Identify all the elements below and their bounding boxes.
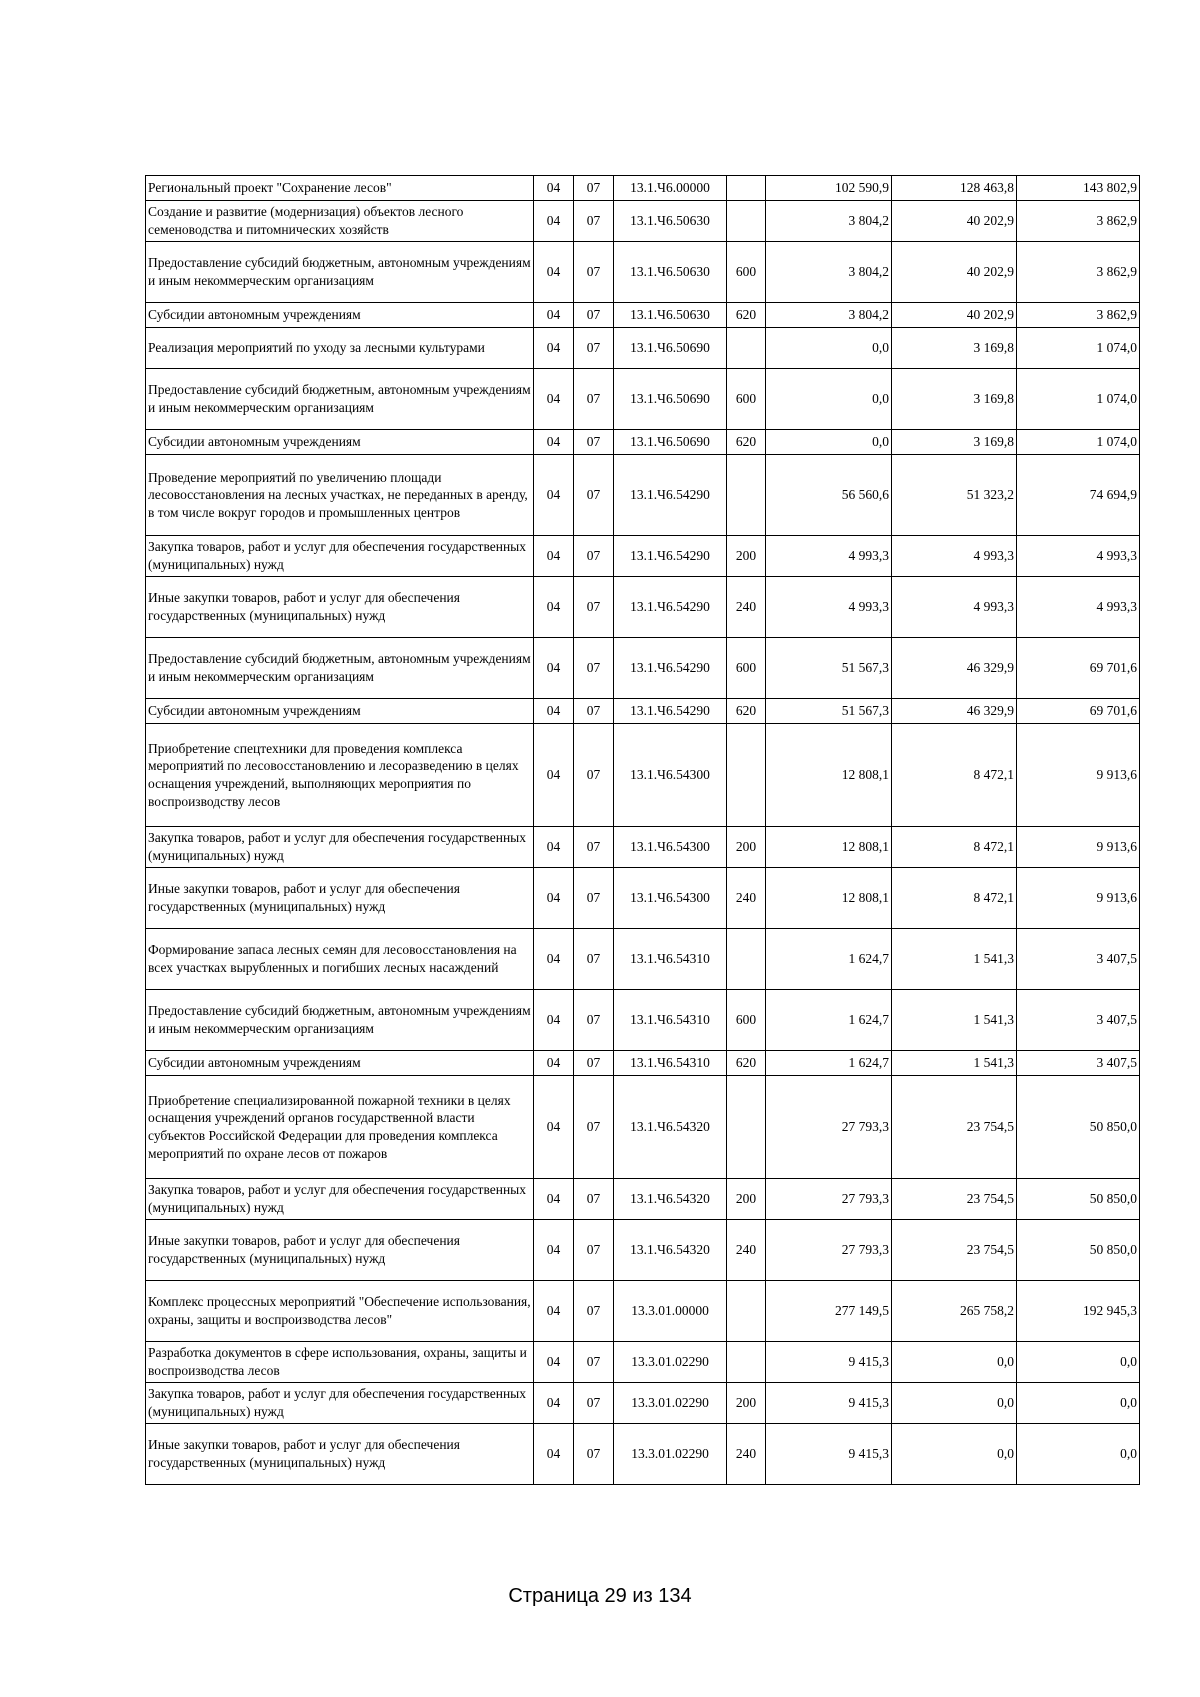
amount-year-1: 4 993,3 <box>766 577 892 638</box>
amount-year-2: 1 541,3 <box>892 929 1017 990</box>
amount-year-1: 1 624,7 <box>766 929 892 990</box>
item-name: Закупка товаров, работ и услуг для обеспечения государственных (муниципальных) нужд <box>146 1383 534 1424</box>
table-row <box>146 1383 1140 1424</box>
section-code: 04 <box>534 328 574 369</box>
target-article-code: 13.1.Ч6.54300 <box>614 868 727 929</box>
target-article-code: 13.1.Ч6.50630 <box>614 303 727 328</box>
amount-year-3: 69 701,6 <box>1017 638 1140 699</box>
amount-year-1: 12 808,1 <box>766 724 892 827</box>
item-name: Приобретение специализированной пожарной техники в целях оснащения учреждений органов государственной власти субъектов Российской Федерации для проведения комплекса мероприятий по охране лесов от пожаров <box>146 1076 534 1179</box>
amount-year-1: 27 793,3 <box>766 1220 892 1281</box>
subsection-code: 07 <box>574 455 614 536</box>
table-row <box>146 724 1140 827</box>
table-row <box>146 1051 1140 1076</box>
amount-year-1: 3 804,2 <box>766 242 892 303</box>
expense-type-code <box>727 1342 766 1383</box>
table-row <box>146 1342 1140 1383</box>
amount-year-1: 3 804,2 <box>766 201 892 242</box>
item-name: Предоставление субсидий бюджетным, автономным учреждениям и иным некоммерческим организациям <box>146 242 534 303</box>
target-article-code: 13.1.Ч6.54290 <box>614 455 727 536</box>
expense-type-code: 620 <box>727 1051 766 1076</box>
section-code: 04 <box>534 724 574 827</box>
item-name: Иные закупки товаров, работ и услуг для обеспечения государственных (муниципальных) нужд <box>146 1220 534 1281</box>
amount-year-2: 8 472,1 <box>892 827 1017 868</box>
table-row <box>146 369 1140 430</box>
amount-year-3: 3 862,9 <box>1017 242 1140 303</box>
amount-year-3: 74 694,9 <box>1017 455 1140 536</box>
item-name: Формирование запаса лесных семян для лесовосстановления на всех участках вырубленных и погибших лесных насаждений <box>146 929 534 990</box>
amount-year-2: 1 541,3 <box>892 990 1017 1051</box>
amount-year-3: 50 850,0 <box>1017 1076 1140 1179</box>
target-article-code: 13.1.Ч6.54310 <box>614 1051 727 1076</box>
budget-table <box>145 175 1140 1485</box>
subsection-code: 07 <box>574 1383 614 1424</box>
section-code: 04 <box>534 1424 574 1485</box>
table-row <box>146 827 1140 868</box>
subsection-code: 07 <box>574 1342 614 1383</box>
section-code: 04 <box>534 1076 574 1179</box>
amount-year-3: 69 701,6 <box>1017 699 1140 724</box>
amount-year-2: 3 169,8 <box>892 430 1017 455</box>
amount-year-3: 9 913,6 <box>1017 827 1140 868</box>
subsection-code: 07 <box>574 328 614 369</box>
expense-type-code: 240 <box>727 577 766 638</box>
table-row <box>146 1281 1140 1342</box>
expense-type-code <box>727 724 766 827</box>
item-name: Закупка товаров, работ и услуг для обеспечения государственных (муниципальных) нужд <box>146 536 534 577</box>
table-row <box>146 868 1140 929</box>
amount-year-1: 3 804,2 <box>766 303 892 328</box>
table-row <box>146 536 1140 577</box>
expense-type-code: 240 <box>727 868 766 929</box>
item-name: Субсидии автономным учреждениям <box>146 1051 534 1076</box>
target-article-code: 13.1.Ч6.54320 <box>614 1220 727 1281</box>
expense-type-code: 620 <box>727 303 766 328</box>
target-article-code: 13.3.01.02290 <box>614 1424 727 1485</box>
expense-type-code <box>727 929 766 990</box>
target-article-code: 13.3.01.00000 <box>614 1281 727 1342</box>
amount-year-2: 23 754,5 <box>892 1220 1017 1281</box>
section-code: 04 <box>534 929 574 990</box>
table-row <box>146 1179 1140 1220</box>
item-name: Иные закупки товаров, работ и услуг для обеспечения государственных (муниципальных) нужд <box>146 868 534 929</box>
amount-year-1: 12 808,1 <box>766 827 892 868</box>
subsection-code: 07 <box>574 1179 614 1220</box>
table-row <box>146 455 1140 536</box>
target-article-code: 13.1.Ч6.54290 <box>614 699 727 724</box>
expense-type-code <box>727 1281 766 1342</box>
item-name: Предоставление субсидий бюджетным, автономным учреждениям и иным некоммерческим организациям <box>146 990 534 1051</box>
amount-year-2: 3 169,8 <box>892 369 1017 430</box>
amount-year-3: 3 407,5 <box>1017 929 1140 990</box>
amount-year-1: 9 415,3 <box>766 1342 892 1383</box>
target-article-code: 13.1.Ч6.54300 <box>614 724 727 827</box>
amount-year-3: 3 862,9 <box>1017 303 1140 328</box>
target-article-code: 13.3.01.02290 <box>614 1342 727 1383</box>
expense-type-code <box>727 201 766 242</box>
amount-year-3: 1 074,0 <box>1017 328 1140 369</box>
expense-type-code: 600 <box>727 369 766 430</box>
subsection-code: 07 <box>574 724 614 827</box>
section-code: 04 <box>534 577 574 638</box>
table-row <box>146 303 1140 328</box>
subsection-code: 07 <box>574 699 614 724</box>
amount-year-2: 46 329,9 <box>892 638 1017 699</box>
amount-year-2: 265 758,2 <box>892 1281 1017 1342</box>
table-row <box>146 1076 1140 1179</box>
table-row <box>146 201 1140 242</box>
subsection-code: 07 <box>574 990 614 1051</box>
amount-year-3: 3 407,5 <box>1017 1051 1140 1076</box>
amount-year-3: 9 913,6 <box>1017 868 1140 929</box>
amount-year-3: 50 850,0 <box>1017 1179 1140 1220</box>
item-name: Разработка документов в сфере использования, охраны, защиты и воспроизводства лесов <box>146 1342 534 1383</box>
target-article-code: 13.1.Ч6.54290 <box>614 536 727 577</box>
expense-type-code: 600 <box>727 990 766 1051</box>
amount-year-2: 0,0 <box>892 1424 1017 1485</box>
table-row <box>146 699 1140 724</box>
amount-year-3: 50 850,0 <box>1017 1220 1140 1281</box>
section-code: 04 <box>534 638 574 699</box>
item-name: Создание и развитие (модернизация) объектов лесного семеноводства и питомнических хозяйств <box>146 201 534 242</box>
subsection-code: 07 <box>574 430 614 455</box>
expense-type-code: 200 <box>727 1383 766 1424</box>
item-name: Субсидии автономным учреждениям <box>146 303 534 328</box>
amount-year-2: 8 472,1 <box>892 868 1017 929</box>
section-code: 04 <box>534 868 574 929</box>
table-row <box>146 242 1140 303</box>
amount-year-1: 9 415,3 <box>766 1424 892 1485</box>
item-name: Иные закупки товаров, работ и услуг для обеспечения государственных (муниципальных) нужд <box>146 1424 534 1485</box>
amount-year-1: 0,0 <box>766 430 892 455</box>
subsection-code: 07 <box>574 201 614 242</box>
amount-year-2: 23 754,5 <box>892 1076 1017 1179</box>
target-article-code: 13.1.Ч6.54320 <box>614 1076 727 1179</box>
amount-year-3: 143 802,9 <box>1017 176 1140 201</box>
subsection-code: 07 <box>574 176 614 201</box>
amount-year-1: 277 149,5 <box>766 1281 892 1342</box>
amount-year-3: 1 074,0 <box>1017 430 1140 455</box>
budget-table-body <box>146 176 1140 1485</box>
amount-year-1: 12 808,1 <box>766 868 892 929</box>
amount-year-1: 0,0 <box>766 328 892 369</box>
subsection-code: 07 <box>574 536 614 577</box>
expense-type-code: 240 <box>727 1220 766 1281</box>
expense-type-code: 620 <box>727 699 766 724</box>
table-row <box>146 577 1140 638</box>
table-row <box>146 328 1140 369</box>
subsection-code: 07 <box>574 1220 614 1281</box>
item-name: Приобретение спецтехники для проведения комплекса мероприятий по лесовосстановлению и лесоразведению в целях оснащения учреждений, выполняющих мероприятия по воспроизводству лесов <box>146 724 534 827</box>
section-code: 04 <box>534 990 574 1051</box>
amount-year-1: 1 624,7 <box>766 1051 892 1076</box>
subsection-code: 07 <box>574 303 614 328</box>
target-article-code: 13.1.Ч6.54310 <box>614 990 727 1051</box>
item-name: Комплекс процессных мероприятий "Обеспечение использования, охраны, защиты и воспроизводства лесов" <box>146 1281 534 1342</box>
target-article-code: 13.1.Ч6.54320 <box>614 1179 727 1220</box>
target-article-code: 13.1.Ч6.50630 <box>614 201 727 242</box>
item-name: Закупка товаров, работ и услуг для обеспечения государственных (муниципальных) нужд <box>146 1179 534 1220</box>
expense-type-code: 620 <box>727 430 766 455</box>
subsection-code: 07 <box>574 369 614 430</box>
table-row <box>146 430 1140 455</box>
amount-year-1: 4 993,3 <box>766 536 892 577</box>
amount-year-2: 128 463,8 <box>892 176 1017 201</box>
expense-type-code <box>727 455 766 536</box>
amount-year-2: 8 472,1 <box>892 724 1017 827</box>
target-article-code: 13.1.Ч6.50690 <box>614 369 727 430</box>
section-code: 04 <box>534 242 574 303</box>
subsection-code: 07 <box>574 1424 614 1485</box>
amount-year-3: 4 993,3 <box>1017 577 1140 638</box>
section-code: 04 <box>534 536 574 577</box>
subsection-code: 07 <box>574 638 614 699</box>
amount-year-1: 27 793,3 <box>766 1076 892 1179</box>
expense-type-code <box>727 176 766 201</box>
item-name: Предоставление субсидий бюджетным, автономным учреждениям и иным некоммерческим организациям <box>146 638 534 699</box>
amount-year-2: 23 754,5 <box>892 1179 1017 1220</box>
expense-type-code <box>727 1076 766 1179</box>
amount-year-3: 0,0 <box>1017 1383 1140 1424</box>
amount-year-2: 1 541,3 <box>892 1051 1017 1076</box>
expense-type-code: 600 <box>727 242 766 303</box>
subsection-code: 07 <box>574 1281 614 1342</box>
section-code: 04 <box>534 1051 574 1076</box>
amount-year-1: 0,0 <box>766 369 892 430</box>
amount-year-2: 3 169,8 <box>892 328 1017 369</box>
amount-year-2: 4 993,3 <box>892 577 1017 638</box>
target-article-code: 13.1.Ч6.50690 <box>614 328 727 369</box>
amount-year-2: 40 202,9 <box>892 303 1017 328</box>
amount-year-3: 0,0 <box>1017 1342 1140 1383</box>
section-code: 04 <box>534 827 574 868</box>
table-row <box>146 990 1140 1051</box>
subsection-code: 07 <box>574 577 614 638</box>
section-code: 04 <box>534 455 574 536</box>
target-article-code: 13.1.Ч6.54290 <box>614 577 727 638</box>
target-article-code: 13.1.Ч6.00000 <box>614 176 727 201</box>
item-name: Предоставление субсидий бюджетным, автономным учреждениям и иным некоммерческим организациям <box>146 369 534 430</box>
amount-year-1: 9 415,3 <box>766 1383 892 1424</box>
expense-type-code: 200 <box>727 827 766 868</box>
section-code: 04 <box>534 1179 574 1220</box>
section-code: 04 <box>534 201 574 242</box>
item-name: Проведение мероприятий по увеличению площади лесовосстановления на лесных участках, не переданных в аренду, в том числе вокруг городов и промышленных центров <box>146 455 534 536</box>
expense-type-code: 600 <box>727 638 766 699</box>
section-code: 04 <box>534 1383 574 1424</box>
subsection-code: 07 <box>574 868 614 929</box>
table-row <box>146 1220 1140 1281</box>
amount-year-3: 1 074,0 <box>1017 369 1140 430</box>
amount-year-1: 56 560,6 <box>766 455 892 536</box>
expense-type-code: 200 <box>727 536 766 577</box>
amount-year-1: 27 793,3 <box>766 1179 892 1220</box>
table-row <box>146 1424 1140 1485</box>
amount-year-3: 192 945,3 <box>1017 1281 1140 1342</box>
section-code: 04 <box>534 1220 574 1281</box>
amount-year-3: 0,0 <box>1017 1424 1140 1485</box>
amount-year-2: 40 202,9 <box>892 242 1017 303</box>
section-code: 04 <box>534 699 574 724</box>
subsection-code: 07 <box>574 1051 614 1076</box>
section-code: 04 <box>534 430 574 455</box>
table-row <box>146 638 1140 699</box>
subsection-code: 07 <box>574 929 614 990</box>
item-name: Реализация мероприятий по уходу за лесными культурами <box>146 328 534 369</box>
item-name: Региональный проект "Сохранение лесов" <box>146 176 534 201</box>
section-code: 04 <box>534 1342 574 1383</box>
amount-year-1: 51 567,3 <box>766 699 892 724</box>
target-article-code: 13.1.Ч6.54310 <box>614 929 727 990</box>
amount-year-3: 3 862,9 <box>1017 201 1140 242</box>
amount-year-3: 9 913,6 <box>1017 724 1140 827</box>
expense-type-code <box>727 328 766 369</box>
subsection-code: 07 <box>574 1076 614 1179</box>
section-code: 04 <box>534 1281 574 1342</box>
amount-year-2: 0,0 <box>892 1383 1017 1424</box>
item-name: Иные закупки товаров, работ и услуг для обеспечения государственных (муниципальных) нужд <box>146 577 534 638</box>
table-row <box>146 929 1140 990</box>
target-article-code: 13.1.Ч6.50690 <box>614 430 727 455</box>
item-name: Субсидии автономным учреждениям <box>146 699 534 724</box>
target-article-code: 13.1.Ч6.50630 <box>614 242 727 303</box>
target-article-code: 13.1.Ч6.54290 <box>614 638 727 699</box>
page-number: Страница 29 из 134 <box>508 1585 692 1607</box>
target-article-code: 13.1.Ч6.54300 <box>614 827 727 868</box>
table-row <box>146 176 1140 201</box>
amount-year-2: 40 202,9 <box>892 201 1017 242</box>
amount-year-2: 0,0 <box>892 1342 1017 1383</box>
section-code: 04 <box>534 369 574 430</box>
section-code: 04 <box>534 303 574 328</box>
amount-year-1: 1 624,7 <box>766 990 892 1051</box>
subsection-code: 07 <box>574 242 614 303</box>
item-name: Закупка товаров, работ и услуг для обеспечения государственных (муниципальных) нужд <box>146 827 534 868</box>
expense-type-code: 200 <box>727 1179 766 1220</box>
amount-year-2: 51 323,2 <box>892 455 1017 536</box>
amount-year-1: 51 567,3 <box>766 638 892 699</box>
item-name: Субсидии автономным учреждениям <box>146 430 534 455</box>
target-article-code: 13.3.01.02290 <box>614 1383 727 1424</box>
amount-year-2: 46 329,9 <box>892 699 1017 724</box>
expense-type-code: 240 <box>727 1424 766 1485</box>
amount-year-3: 4 993,3 <box>1017 536 1140 577</box>
section-code: 04 <box>534 176 574 201</box>
subsection-code: 07 <box>574 827 614 868</box>
amount-year-1: 102 590,9 <box>766 176 892 201</box>
amount-year-2: 4 993,3 <box>892 536 1017 577</box>
amount-year-3: 3 407,5 <box>1017 990 1140 1051</box>
